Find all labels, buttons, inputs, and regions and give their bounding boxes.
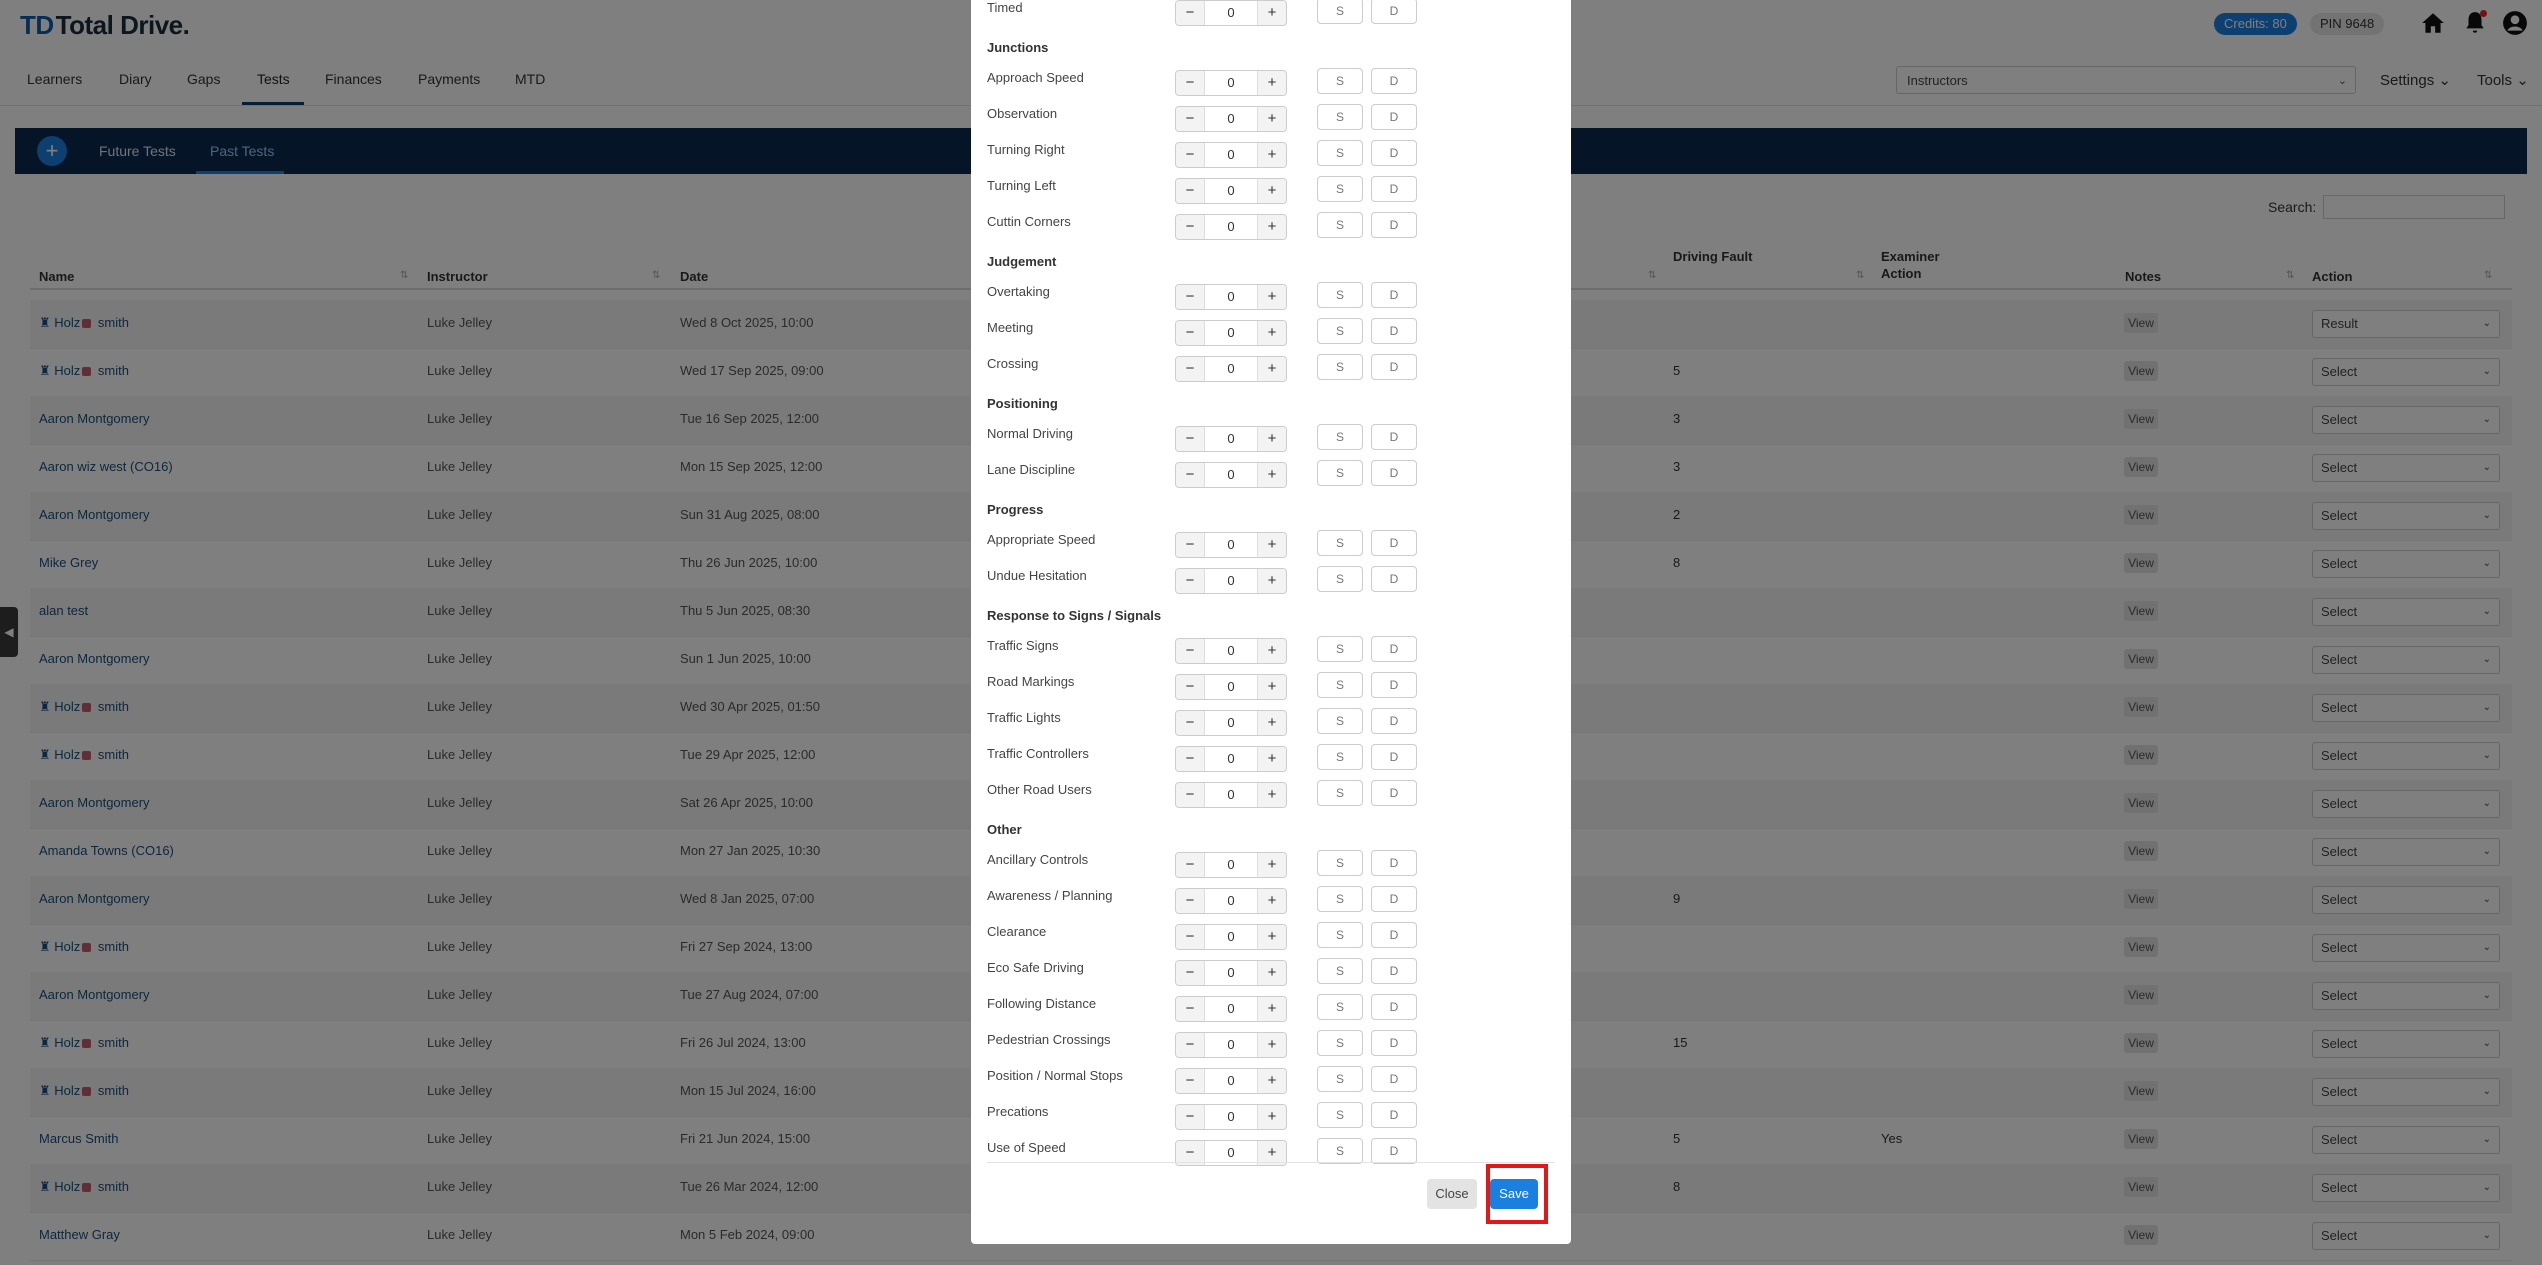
fault-label: Meeting [987, 320, 1034, 335]
dangerous-fault-toggle[interactable]: D [1371, 958, 1417, 984]
fault-label: Timed [987, 0, 1023, 15]
fault-count-stepper[interactable] [1175, 852, 1287, 878]
dangerous-fault-toggle[interactable]: D [1371, 0, 1417, 24]
increment-button[interactable]: + [1257, 1141, 1286, 1165]
fault-count-stepper[interactable] [1175, 0, 1287, 26]
fault-count-stepper[interactable] [1175, 710, 1287, 736]
fault-count-value[interactable]: 0 [1227, 929, 1235, 944]
fault-label: Ancillary Controls [987, 852, 1089, 867]
dangerous-fault-toggle[interactable]: D [1371, 354, 1417, 380]
decrement-button[interactable]: − [1176, 853, 1205, 877]
fault-count-value[interactable]: 0 [1227, 5, 1235, 20]
increment-button[interactable]: + [1257, 321, 1286, 345]
dangerous-fault-toggle[interactable]: D [1371, 708, 1417, 734]
fault-count-stepper[interactable] [1175, 960, 1287, 986]
increment-button[interactable]: + [1257, 925, 1286, 949]
fault-section-heading: Other [987, 822, 1022, 837]
fault-count-value[interactable]: 0 [1227, 111, 1235, 126]
dangerous-fault-toggle[interactable]: D [1371, 636, 1417, 662]
decrement-button[interactable]: − [1176, 1, 1205, 25]
fault-label: Crossing [987, 356, 1039, 371]
dangerous-fault-toggle[interactable]: D [1371, 744, 1417, 770]
increment-button[interactable]: + [1257, 71, 1286, 95]
dangerous-fault-toggle[interactable]: D [1371, 672, 1417, 698]
fault-label: Clearance [987, 924, 1047, 939]
increment-button[interactable]: + [1257, 1033, 1286, 1057]
serious-fault-toggle[interactable]: S [1317, 104, 1363, 130]
serious-fault-toggle[interactable]: S [1317, 886, 1363, 912]
increment-button[interactable]: + [1257, 783, 1286, 807]
serious-fault-toggle[interactable]: S [1317, 1102, 1363, 1128]
dangerous-fault-toggle[interactable]: D [1371, 1102, 1417, 1128]
decrement-button[interactable]: − [1176, 925, 1205, 949]
fault-count-value[interactable]: 0 [1227, 147, 1235, 162]
fault-count-stepper[interactable] [1175, 1032, 1287, 1058]
dangerous-fault-toggle[interactable]: D [1371, 1138, 1417, 1164]
increment-button[interactable]: + [1257, 747, 1286, 771]
increment-button[interactable]: + [1257, 1, 1286, 25]
dangerous-fault-toggle[interactable]: D [1371, 212, 1417, 238]
dangerous-fault-toggle[interactable]: D [1371, 424, 1417, 450]
fault-count-stepper[interactable] [1175, 746, 1287, 772]
serious-fault-toggle[interactable]: S [1317, 708, 1363, 734]
fault-count-value[interactable]: 0 [1227, 325, 1235, 340]
fault-count-value[interactable]: 0 [1227, 183, 1235, 198]
save-button[interactable]: Save [1490, 1179, 1538, 1209]
decrement-button[interactable]: − [1176, 427, 1205, 451]
dangerous-fault-toggle[interactable]: D [1371, 780, 1417, 806]
decrement-button[interactable]: − [1176, 711, 1205, 735]
serious-fault-toggle[interactable]: S [1317, 994, 1363, 1020]
fault-count-stepper[interactable] [1175, 674, 1287, 700]
increment-button[interactable]: + [1257, 215, 1286, 239]
fault-count-value[interactable]: 0 [1227, 289, 1235, 304]
fault-count-value[interactable]: 0 [1227, 537, 1235, 552]
test-faults-modal [971, 0, 1571, 1244]
decrement-button[interactable]: − [1176, 997, 1205, 1021]
increment-button[interactable]: + [1257, 853, 1286, 877]
fault-label: Appropriate Speed [987, 532, 1096, 547]
fault-label: Undue Hesitation [987, 568, 1087, 583]
serious-fault-toggle[interactable]: S [1317, 530, 1363, 556]
dangerous-fault-toggle[interactable]: D [1371, 104, 1417, 130]
serious-fault-toggle[interactable]: S [1317, 318, 1363, 344]
fault-count-value[interactable]: 0 [1227, 573, 1235, 588]
serious-fault-toggle[interactable]: S [1317, 212, 1363, 238]
fault-count-value[interactable]: 0 [1227, 1145, 1235, 1160]
close-button[interactable]: Close [1427, 1179, 1477, 1209]
decrement-button[interactable]: − [1176, 285, 1205, 309]
increment-button[interactable]: + [1257, 357, 1286, 381]
serious-fault-toggle[interactable]: S [1317, 1030, 1363, 1056]
fault-count-stepper[interactable] [1175, 532, 1287, 558]
fault-section-heading: Judgement [987, 254, 1057, 269]
fault-count-value[interactable]: 0 [1227, 787, 1235, 802]
decrement-button[interactable]: − [1176, 569, 1205, 593]
dangerous-fault-toggle[interactable]: D [1371, 140, 1417, 166]
fault-count-value[interactable]: 0 [1227, 893, 1235, 908]
serious-fault-toggle[interactable]: S [1317, 958, 1363, 984]
fault-count-value[interactable]: 0 [1227, 715, 1235, 730]
decrement-button[interactable]: − [1176, 783, 1205, 807]
fault-count-value[interactable]: 0 [1227, 643, 1235, 658]
serious-fault-toggle[interactable]: S [1317, 460, 1363, 486]
serious-fault-toggle[interactable]: S [1317, 780, 1363, 806]
decrement-button[interactable]: − [1176, 533, 1205, 557]
fault-section-heading: Positioning [987, 396, 1058, 411]
fault-count-value[interactable]: 0 [1227, 1037, 1235, 1052]
decrement-button[interactable]: − [1176, 1141, 1205, 1165]
serious-fault-toggle[interactable]: S [1317, 744, 1363, 770]
serious-fault-toggle[interactable]: S [1317, 0, 1363, 24]
fault-label: Other Road Users [987, 782, 1092, 797]
fault-count-value[interactable]: 0 [1227, 751, 1235, 766]
serious-fault-toggle[interactable]: S [1317, 636, 1363, 662]
fault-count-stepper[interactable] [1175, 320, 1287, 346]
fault-count-value[interactable]: 0 [1227, 965, 1235, 980]
decrement-button[interactable]: − [1176, 107, 1205, 131]
fault-section-heading: Junctions [987, 40, 1049, 55]
decrement-button[interactable]: − [1176, 215, 1205, 239]
fault-label: Eco Safe Driving [987, 960, 1084, 975]
decrement-button[interactable]: − [1176, 675, 1205, 699]
decrement-button[interactable]: − [1176, 1069, 1205, 1093]
fault-count-stepper[interactable] [1175, 356, 1287, 382]
serious-fault-toggle[interactable]: S [1317, 140, 1363, 166]
fault-label: Use of Speed [987, 1140, 1066, 1155]
decrement-button[interactable]: − [1176, 1033, 1205, 1057]
dangerous-fault-toggle[interactable]: D [1371, 176, 1417, 202]
fault-count-stepper[interactable] [1175, 1104, 1287, 1130]
dangerous-fault-toggle[interactable]: D [1371, 282, 1417, 308]
dangerous-fault-toggle[interactable]: D [1371, 886, 1417, 912]
fault-count-stepper[interactable] [1175, 426, 1287, 452]
decrement-button[interactable]: − [1176, 71, 1205, 95]
fault-label: Turning Left [987, 178, 1056, 193]
increment-button[interactable]: + [1257, 143, 1286, 167]
fault-count-stepper[interactable] [1175, 178, 1287, 204]
dangerous-fault-toggle[interactable]: D [1371, 566, 1417, 592]
fault-count-stepper[interactable] [1175, 142, 1287, 168]
decrement-button[interactable]: − [1176, 747, 1205, 771]
serious-fault-toggle[interactable]: S [1317, 850, 1363, 876]
fault-count-value[interactable]: 0 [1227, 1073, 1235, 1088]
fault-count-value[interactable]: 0 [1227, 679, 1235, 694]
fault-label: Position / Normal Stops [987, 1068, 1123, 1083]
serious-fault-toggle[interactable]: S [1317, 176, 1363, 202]
dangerous-fault-toggle[interactable]: D [1371, 850, 1417, 876]
dangerous-fault-toggle[interactable]: D [1371, 1066, 1417, 1092]
decrement-button[interactable]: − [1176, 961, 1205, 985]
serious-fault-toggle[interactable]: S [1317, 672, 1363, 698]
serious-fault-toggle[interactable]: S [1317, 922, 1363, 948]
decrement-button[interactable]: − [1176, 889, 1205, 913]
fault-count-stepper[interactable] [1175, 888, 1287, 914]
increment-button[interactable]: + [1257, 463, 1286, 487]
increment-button[interactable]: + [1257, 427, 1286, 451]
fault-count-value[interactable]: 0 [1227, 431, 1235, 446]
fault-label: Turning Right [987, 142, 1065, 157]
dangerous-fault-toggle[interactable]: D [1371, 530, 1417, 556]
fault-count-value[interactable]: 0 [1227, 857, 1235, 872]
fault-count-value[interactable]: 0 [1227, 1001, 1235, 1016]
serious-fault-toggle[interactable]: S [1317, 68, 1363, 94]
fault-count-value[interactable]: 0 [1227, 361, 1235, 376]
fault-label: Following Distance [987, 996, 1097, 1011]
fault-label: Road Markings [987, 674, 1075, 689]
increment-button[interactable]: + [1257, 1105, 1286, 1129]
fault-count-stepper[interactable] [1175, 782, 1287, 808]
modal-footer-divider [987, 1162, 1555, 1163]
increment-button[interactable]: + [1257, 889, 1286, 913]
fault-count-stepper[interactable] [1175, 1068, 1287, 1094]
fault-count-value[interactable]: 0 [1227, 75, 1235, 90]
increment-button[interactable]: + [1257, 675, 1286, 699]
fault-count-stepper[interactable] [1175, 284, 1287, 310]
increment-button[interactable]: + [1257, 997, 1286, 1021]
decrement-button[interactable]: − [1176, 1105, 1205, 1129]
increment-button[interactable]: + [1257, 285, 1286, 309]
fault-count-stepper[interactable] [1175, 70, 1287, 96]
increment-button[interactable]: + [1257, 533, 1286, 557]
fault-section-heading: Response to Signs / Signals [987, 608, 1162, 623]
fault-label: Traffic Controllers [987, 746, 1089, 761]
serious-fault-toggle[interactable]: S [1317, 424, 1363, 450]
serious-fault-toggle[interactable]: S [1317, 282, 1363, 308]
fault-label: Traffic Signs [987, 638, 1059, 653]
fault-count-stepper[interactable] [1175, 924, 1287, 950]
fault-label: Lane Discipline [987, 462, 1076, 477]
serious-fault-toggle[interactable]: S [1317, 1138, 1363, 1164]
decrement-button[interactable]: − [1176, 321, 1205, 345]
fault-label: Cuttin Corners [987, 214, 1071, 229]
fault-count-value[interactable]: 0 [1227, 1109, 1235, 1124]
fault-label: Traffic Lights [987, 710, 1061, 725]
fault-count-stepper[interactable] [1175, 568, 1287, 594]
increment-button[interactable]: + [1257, 179, 1286, 203]
dangerous-fault-toggle[interactable]: D [1371, 994, 1417, 1020]
increment-button[interactable]: + [1257, 569, 1286, 593]
increment-button[interactable]: + [1257, 639, 1286, 663]
decrement-button[interactable]: − [1176, 179, 1205, 203]
fault-label: Awareness / Planning [987, 888, 1113, 903]
decrement-button[interactable]: − [1176, 143, 1205, 167]
serious-fault-toggle[interactable]: S [1317, 354, 1363, 380]
dangerous-fault-toggle[interactable]: D [1371, 68, 1417, 94]
fault-count-stepper[interactable] [1175, 996, 1287, 1022]
fault-section-heading: Progress [987, 502, 1044, 517]
fault-label: Pedestrian Crossings [987, 1032, 1111, 1047]
fault-count-value[interactable]: 0 [1227, 467, 1235, 482]
dangerous-fault-toggle[interactable]: D [1371, 460, 1417, 486]
increment-button[interactable]: + [1257, 711, 1286, 735]
fault-count-stepper[interactable] [1175, 106, 1287, 132]
fault-label: Overtaking [987, 284, 1050, 299]
fault-count-stepper[interactable] [1175, 462, 1287, 488]
dangerous-fault-toggle[interactable]: D [1371, 318, 1417, 344]
fault-count-stepper[interactable] [1175, 214, 1287, 240]
fault-count-stepper[interactable] [1175, 638, 1287, 664]
increment-button[interactable]: + [1257, 107, 1286, 131]
fault-label: Precations [987, 1104, 1049, 1119]
increment-button[interactable]: + [1257, 1069, 1286, 1093]
increment-button[interactable]: + [1257, 961, 1286, 985]
fault-label: Normal Driving [987, 426, 1073, 441]
fault-label: Observation [987, 106, 1058, 121]
dangerous-fault-toggle[interactable]: D [1371, 922, 1417, 948]
fault-label: Approach Speed [987, 70, 1084, 85]
serious-fault-toggle[interactable]: S [1317, 1066, 1363, 1092]
decrement-button[interactable]: − [1176, 357, 1205, 381]
serious-fault-toggle[interactable]: S [1317, 566, 1363, 592]
decrement-button[interactable]: − [1176, 463, 1205, 487]
dangerous-fault-toggle[interactable]: D [1371, 1030, 1417, 1056]
fault-count-value[interactable]: 0 [1227, 219, 1235, 234]
decrement-button[interactable]: − [1176, 639, 1205, 663]
